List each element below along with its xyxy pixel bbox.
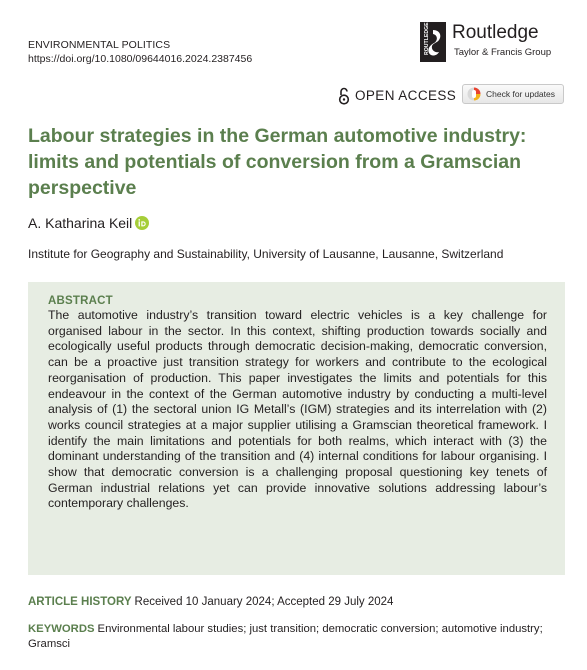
open-access-label: OPEN ACCESS — [355, 88, 457, 103]
article-title: Labour strategies in the German automotive industry: limits and potentials of conversion from a Gramscian perspective — [28, 125, 527, 199]
journal-name: ENVIRONMENTAL POLITICS — [28, 39, 171, 51]
svg-text:ROUTLEDGE: ROUTLEDGE — [424, 22, 430, 55]
author-affiliation: Institute for Geography and Sustainability, University of Lausanne, Lausanne, Switzerland — [28, 247, 504, 261]
check-for-updates-label: Check for updates — [486, 89, 555, 99]
author-line — [28, 214, 149, 232]
abstract-text: The automotive industry’s transition toward electric vehicles is a key challenge for organised labour in the sector. In this context, shifting production towards socially and ecologically useful products through democratic decision-making, democratic conversion, can be a proactive just transition strategy for workers and contribute to the ecological reorganisation of production. This paper investigates the limits and potentials for this endeavour in the context of the German automotive industry by conducting a multi-level analysis of (1) the sectoral union IG Metall’s (IGM) strategies and its interrelation with (2) works council strategies at a major supplier utilising a Gramscian theoretical framework. I identify the main limitations and potentials for both realms, which interact with (3) the dominant understanding of the transition and (4) internal conditions for labour organising. I show that democratic conversion is a challenging proposal questioning key tenets of German industrial relations yet can provide innovative solutions addressing labour’s contemporary challenges. — [48, 308, 547, 511]
publisher-logo[interactable] — [420, 22, 570, 64]
orcid-icon[interactable] — [135, 216, 149, 230]
keywords — [28, 622, 568, 651]
keywords-label: KEYWORDS — [28, 623, 95, 635]
author-name[interactable]: A. Katharina Keil — [28, 215, 133, 231]
article-history-label: ARTICLE HISTORY — [28, 596, 132, 608]
publisher-vertical-text — [420, 22, 430, 56]
abstract-box — [28, 282, 565, 575]
check-for-updates-button[interactable] — [462, 84, 564, 104]
keywords-list: Environmental labour studies; just transition; democratic conversion; automotive industry; Gramsci — [28, 623, 543, 650]
abstract-label: ABSTRACT — [48, 295, 113, 307]
routledge-logo-icon — [420, 22, 446, 62]
article-history — [28, 595, 393, 609]
doi-link[interactable]: https://doi.org/10.1080/09644016.2024.2387456 — [28, 53, 253, 65]
open-lock-icon — [338, 87, 350, 105]
publisher-name: Routledge — [452, 22, 539, 43]
publisher-subtitle: Taylor & Francis Group — [454, 47, 552, 58]
open-access-badge — [338, 86, 456, 106]
crossmark-icon — [467, 87, 481, 101]
article-history-dates: Received 10 January 2024; Accepted 29 July 2024 — [134, 596, 394, 608]
